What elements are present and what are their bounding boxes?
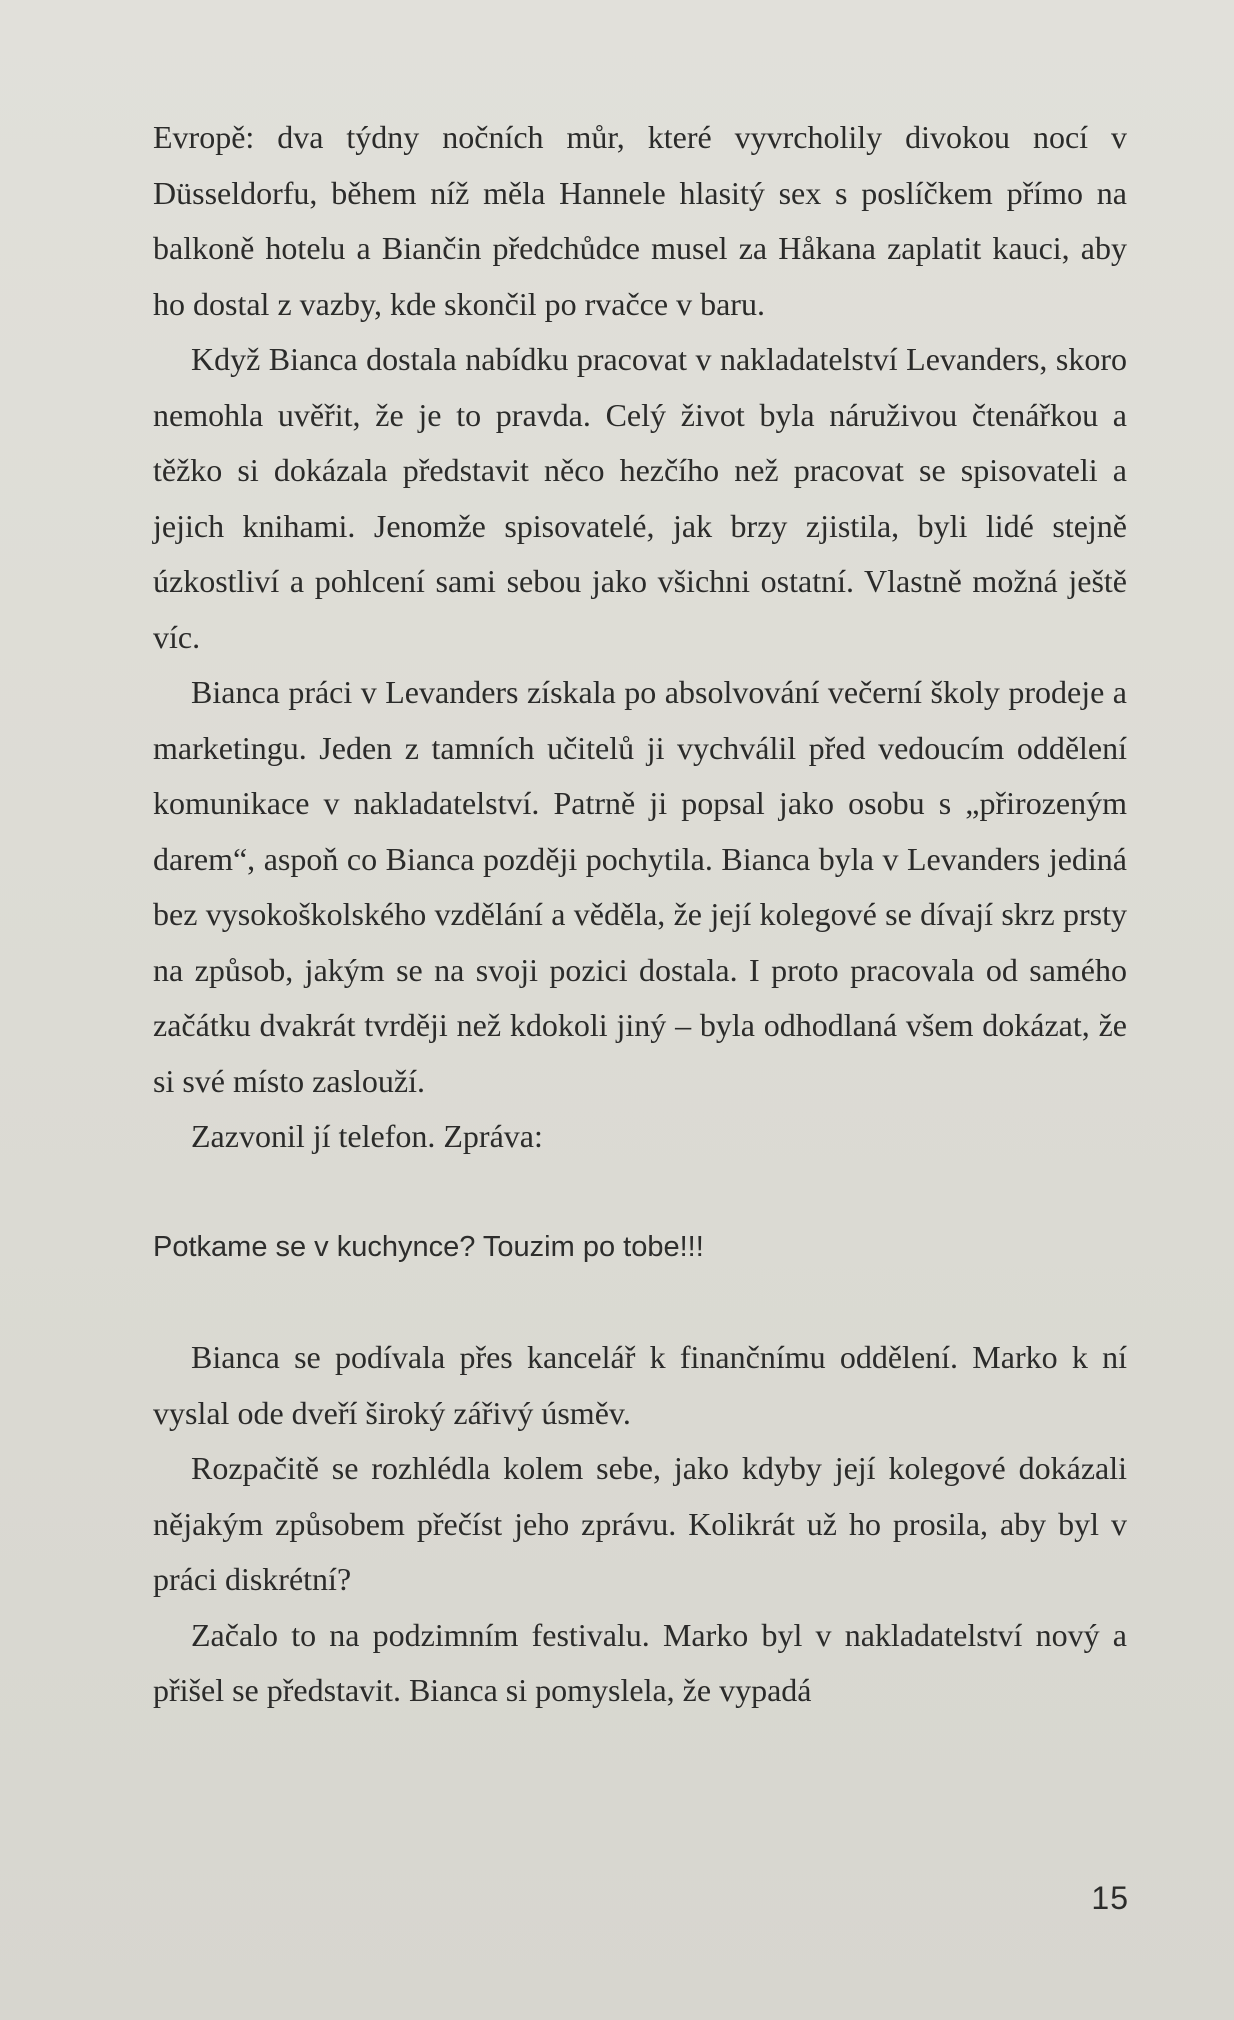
paragraph: Bianca se podívala přes kancelář k finančnímu oddělení. Marko k ní vyslal ode dveří široký zářivý úsměv. <box>153 1339 1127 1431</box>
body-text <box>153 110 1127 1719</box>
paragraph: Bianca práci v Levanders získala po absolvování večerní školy prodeje a marketingu. Jeden z tamních učitelů ji vychválil před vedoucím oddělení komunikace v nakladatelství. Patrně ji popsal jako osobu s „přirozeným darem“, aspoň co Bianca později pochytila. Bianca byla v Levanders jediná bez vysokoškolského vzdělání a věděla, že její kolegové se dívají skrz prsty na způsob, jakým se na svoji pozici dostala. I proto pracovala od samého začátku dvakrát tvrději než kdokoli jiný – byla odhodlaná všem dokázat, že si své místo zaslouží. <box>153 674 1127 1099</box>
paragraph: Když Bianca dostala nabídku pracovat v nakladatelství Levanders, skoro nemohla uvěřit, že je to pravda. Celý život byla náruživou čtenářkou a těžko si dokázala představit něco hezčího než pracovat se spisovateli a jejich knihami. Jenomže spisovatelé, jak brzy zjistila, byli lidé stejně úzkostliví a pohlcení sami sebou jako všichni ostatní. Vlastně možná ještě víc. <box>153 341 1127 655</box>
text-message: Potkame se v kuchynce? Touzim po tobe!!! <box>153 1230 704 1263</box>
paragraph: Začalo to na podzimním festivalu. Marko byl v nakladatelství nový a přišel se představit. Bianca si pomyslela, že vypadá <box>153 1616 1127 1708</box>
paragraph-continued: Evropě: dva týdny nočních můr, které vyvrcholily divokou nocí v Düsseldorfu, během níž měla Hannele hlasitý sex s poslíčkem přímo na balkoně hotelu a Biančin předchůdce musel za Håkana zaplatit kauci, aby ho dostal z vazby, kde skončil po rvačce v baru. <box>153 119 1127 322</box>
paragraph: Rozpačitě se rozhlédla kolem sebe, jako kdyby její kolegové dokázali nějakým způsobem přečíst jeho zprávu. Kolikrát už ho prosila, aby byl v práci diskrétní? <box>153 1450 1127 1597</box>
page-number: 15 <box>1091 1880 1129 1916</box>
paragraph: Zazvonil jí telefon. Zpráva: <box>191 1118 543 1154</box>
